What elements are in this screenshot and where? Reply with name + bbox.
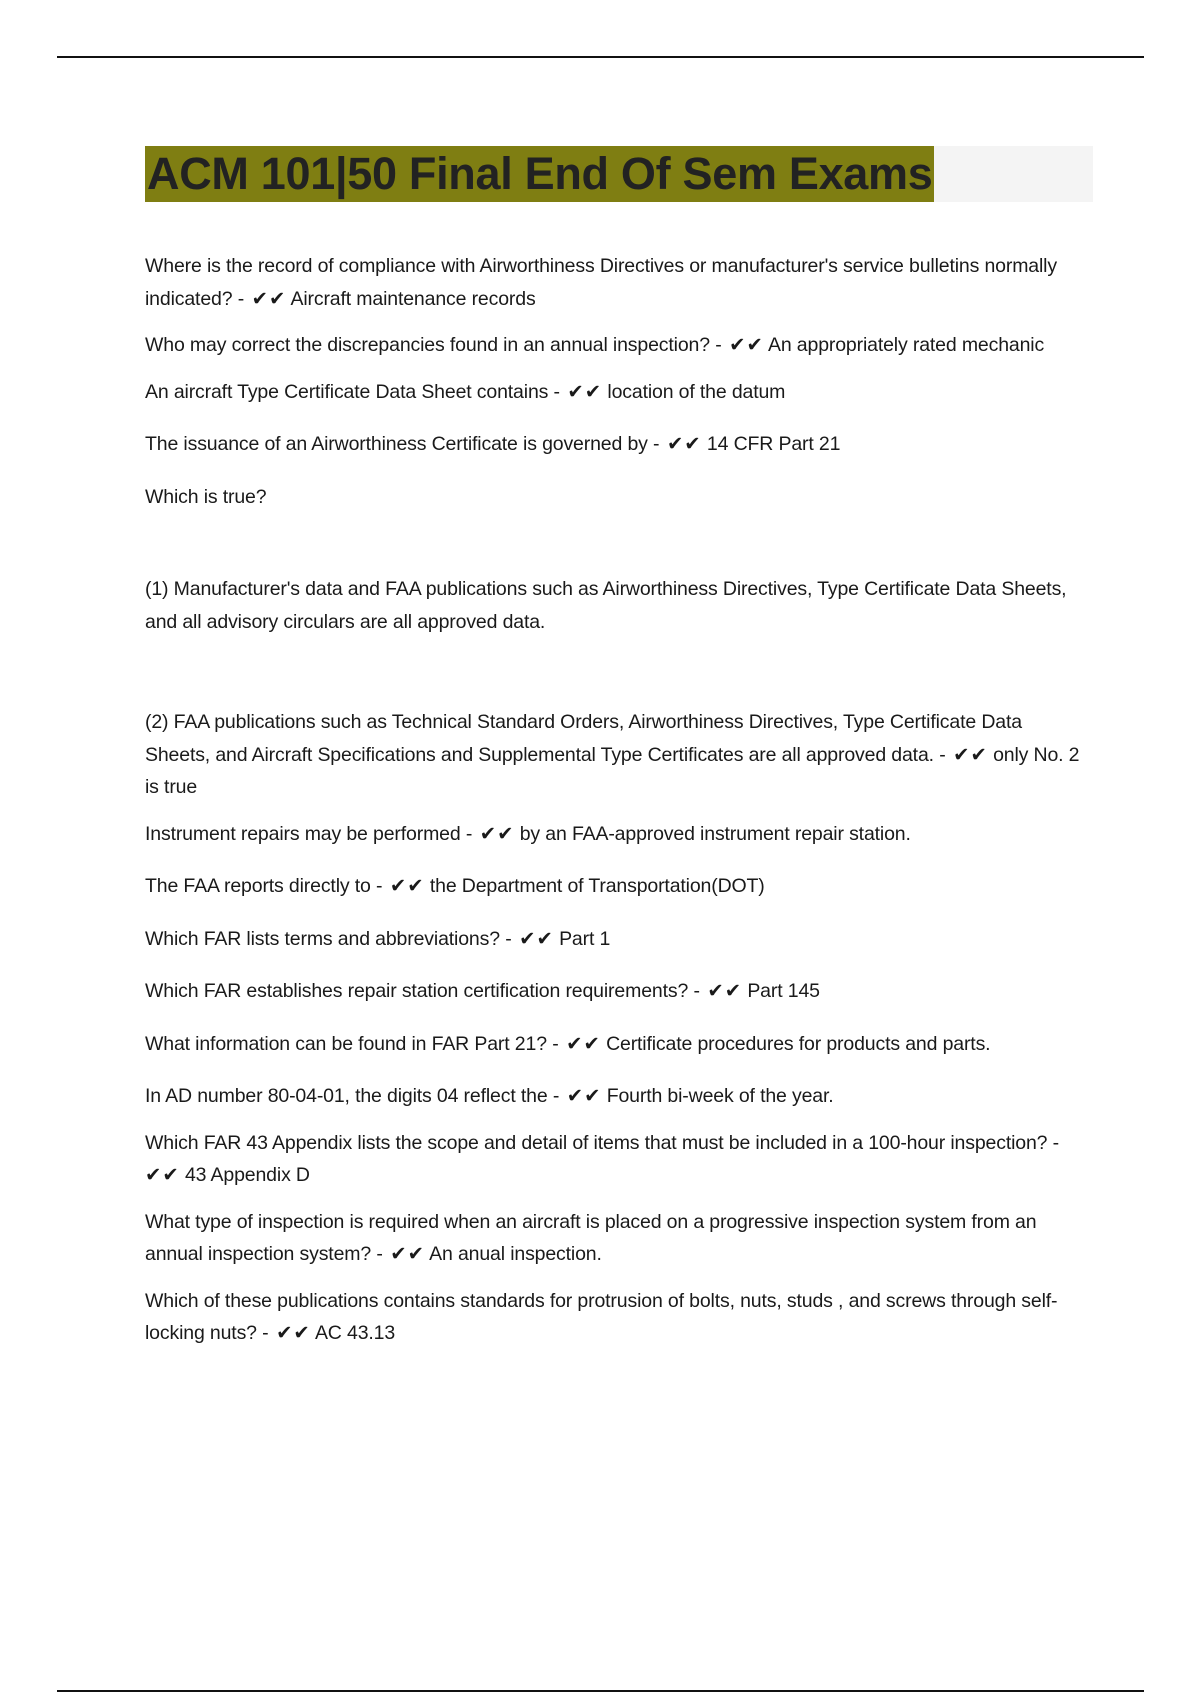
question-list bbox=[145, 250, 1085, 1350]
answer-text: Fourth bi-week of the year. bbox=[606, 1085, 834, 1107]
check-marks: - ✔✔ bbox=[237, 287, 287, 310]
check-marks: - ✔✔ bbox=[376, 875, 425, 897]
check-marks: - ✔✔ bbox=[505, 927, 554, 950]
answer-text: Part 1 bbox=[559, 927, 611, 950]
question-text: Who may correct the discrepancies found in an annual inspection? bbox=[145, 334, 710, 356]
answer-text: 43 Appendix D bbox=[184, 1164, 310, 1186]
question-text: Which FAR establishes repair station certification requirements? bbox=[145, 980, 689, 1002]
check-marks: - ✔✔ bbox=[465, 822, 515, 845]
question-text: An aircraft Type Certificate Data Sheet contains bbox=[145, 380, 549, 403]
check-marks: - ✔✔ bbox=[653, 433, 702, 455]
qa-entry bbox=[145, 1206, 1085, 1271]
qa-entry bbox=[145, 376, 1085, 409]
question-text: Instrument repairs may be performed bbox=[145, 822, 461, 845]
question-text: Which FAR 43 Appendix lists the scope and detail of items that must be included in a 100-hour inspection? bbox=[145, 1131, 1048, 1154]
qa-entry bbox=[145, 706, 1085, 804]
qa-entry bbox=[145, 428, 1085, 461]
answer-text: location of the datum bbox=[607, 380, 786, 403]
question-text: In AD number 80-04-01, the digits 04 reflect the bbox=[145, 1085, 548, 1107]
question-text: Which FAR lists terms and abbreviations? bbox=[145, 927, 500, 950]
answer-text: Aircraft maintenance records bbox=[290, 287, 536, 310]
question-text: (2) FAA publications such as Technical Standard Orders, Airworthiness Directives, Type Certificate Data Sheets, and Aircraft Specifications and Supplemental Type Certificates are all approved data. bbox=[145, 711, 1022, 766]
qa-entry bbox=[145, 975, 1085, 1008]
question-text: (1) Manufacturer's data and FAA publications such as Airworthiness Directives, Type Certificate Data Sheets, and all advisory circulars are all approved data. bbox=[145, 578, 1067, 633]
answer-text: only No. 2 is true bbox=[145, 743, 1080, 798]
answer-text: An anual inspection. bbox=[429, 1243, 602, 1265]
answer-text: Part 145 bbox=[747, 980, 820, 1002]
check-marks: - ✔✔ bbox=[145, 1131, 1061, 1186]
answer-text: the Department of Transportation(DOT) bbox=[429, 875, 765, 897]
qa-entry bbox=[145, 1127, 1085, 1192]
question-text: Which of these publications contains standards for protrusion of bolts, nuts, studs , and screws through self-locking nuts? bbox=[145, 1289, 1058, 1344]
answer-text: AC 43.13 bbox=[314, 1322, 396, 1344]
question-text: What information can be found in FAR Part 21? bbox=[145, 1032, 547, 1055]
check-marks: - ✔✔ bbox=[376, 1243, 425, 1265]
check-marks: - ✔✔ bbox=[553, 380, 603, 403]
question-text: The FAA reports directly to bbox=[145, 875, 371, 897]
qa-entry bbox=[145, 481, 1085, 514]
answer-text: Certificate procedures for products and parts. bbox=[606, 1032, 991, 1055]
answer-text: by an FAA-approved instrument repair station. bbox=[519, 822, 911, 845]
qa-entry bbox=[145, 1285, 1085, 1350]
answer-text: An appropriately rated mechanic bbox=[767, 334, 1045, 356]
qa-entry bbox=[145, 1028, 1085, 1061]
check-marks: - ✔✔ bbox=[939, 743, 988, 766]
check-marks: - ✔✔ bbox=[693, 980, 743, 1002]
qa-entry bbox=[145, 1080, 1085, 1113]
header-rule bbox=[57, 56, 1144, 58]
question-text: The issuance of an Airworthiness Certificate is governed by bbox=[145, 433, 648, 455]
page-title: ACM 101|50 Final End Of Sem Exams bbox=[145, 146, 934, 202]
answer-text: 14 CFR Part 21 bbox=[706, 433, 841, 455]
footer-rule bbox=[57, 1690, 1144, 1692]
question-text: Where is the record of compliance with Airworthiness Directives or manufacturer's service bulletins normally indicated? bbox=[145, 255, 1057, 310]
question-text: What type of inspection is required when an aircraft is placed on a progressive inspection system from an annual inspection system? bbox=[145, 1210, 1037, 1265]
qa-entry bbox=[145, 250, 1085, 315]
qa-entry bbox=[145, 870, 1085, 903]
qa-entry bbox=[145, 818, 1085, 851]
check-marks: - ✔✔ bbox=[552, 1085, 602, 1107]
check-marks: - ✔✔ bbox=[552, 1032, 601, 1055]
qa-entry bbox=[145, 573, 1085, 638]
check-marks: - ✔✔ bbox=[715, 334, 764, 356]
qa-entry bbox=[145, 329, 1085, 362]
check-marks: - ✔✔ bbox=[262, 1322, 311, 1344]
qa-entry bbox=[145, 923, 1085, 956]
question-text: Which is true? bbox=[145, 485, 267, 508]
